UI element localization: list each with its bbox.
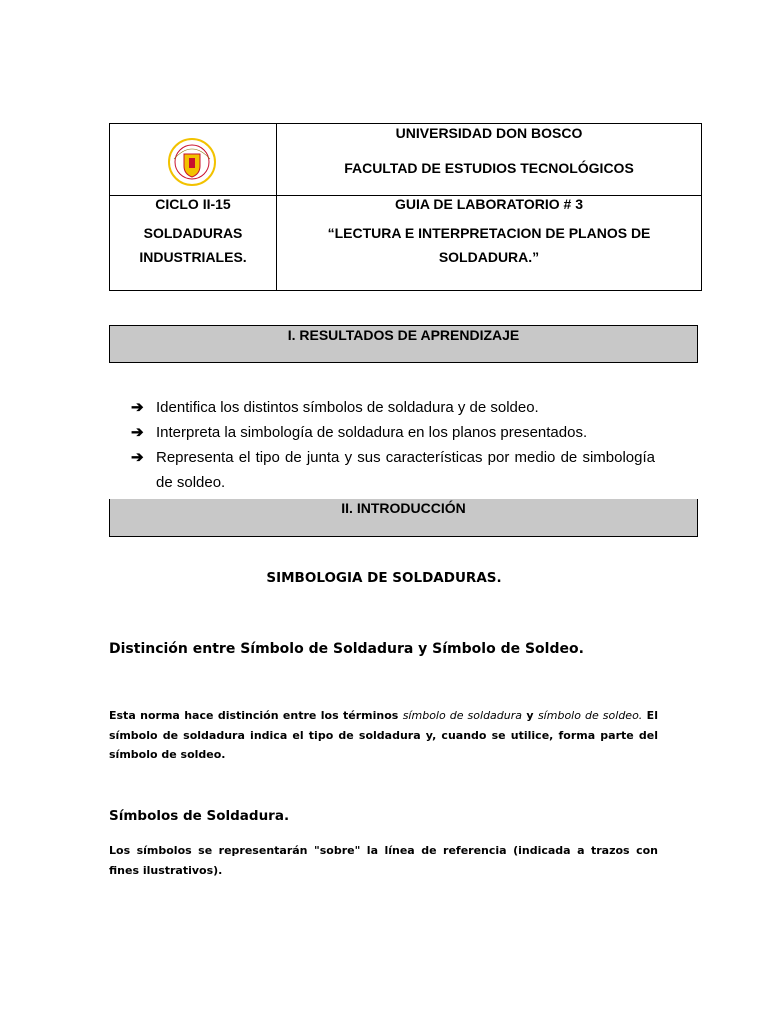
- section2-title: II. INTRODUCCIÓN: [109, 499, 698, 537]
- learning-outcomes-list: [131, 395, 655, 495]
- paragraph-distinction: Esta norma hace distinción entre los términos símbolo de soldadura y símbolo de soldeo. El símbolo de soldadura indica el tipo de soldadura y, cuando se utilice, forma parte del símbolo de soldeo.: [109, 709, 658, 761]
- cycle-label: CICLO II-15: [155, 196, 231, 212]
- faculty-name: FACULTAD DE ESTUDIOS TECNOLÓGICOS: [344, 160, 634, 176]
- list-item: ➔ Interpreta la simbología de soldadura en los planos presentados.: [131, 420, 655, 445]
- university-name: UNIVERSIDAD DON BOSCO: [395, 125, 583, 141]
- guide-label: GUIA DE LABORATORIO # 3: [395, 196, 583, 212]
- main-heading: SIMBOLOGIA DE SOLDADURAS.: [266, 570, 502, 586]
- logo-cell: [110, 124, 277, 196]
- arrow-right-icon: ➔: [131, 424, 144, 441]
- list-item: ➔ Identifica los distintos símbolos de soldadura y de soldeo.: [131, 395, 655, 420]
- guide-cell: [277, 196, 702, 291]
- lab-title-line2: SOLDADURA.”: [438, 249, 540, 265]
- paragraph-symbols: Los símbolos se representarán "sobre" la línea de referencia (indicada a trazos con fines ilustrativos).: [109, 844, 658, 877]
- header-table: [109, 123, 702, 291]
- section1-title: I. RESULTADOS DE APRENDIZAJE: [109, 325, 698, 363]
- course-cell: [110, 196, 277, 291]
- subheading-distinction: Distinción entre Símbolo de Soldadura y Símbolo de Soldeo.: [109, 641, 584, 657]
- subheading-symbols: Símbolos de Soldadura.: [109, 808, 290, 824]
- course-line1: SOLDADURAS: [143, 225, 243, 241]
- course-line2: INDUSTRIALES.: [139, 249, 247, 265]
- university-crest-icon: [167, 137, 217, 187]
- arrow-right-icon: ➔: [131, 449, 144, 466]
- arrow-right-icon: ➔: [131, 399, 144, 416]
- university-cell: [277, 124, 702, 196]
- lab-title-line1: “LECTURA E INTERPRETACION DE PLANOS DE: [327, 225, 651, 241]
- list-item: ➔ Representa el tipo de junta y sus características por medio de simbología de soldeo.: [131, 445, 655, 495]
